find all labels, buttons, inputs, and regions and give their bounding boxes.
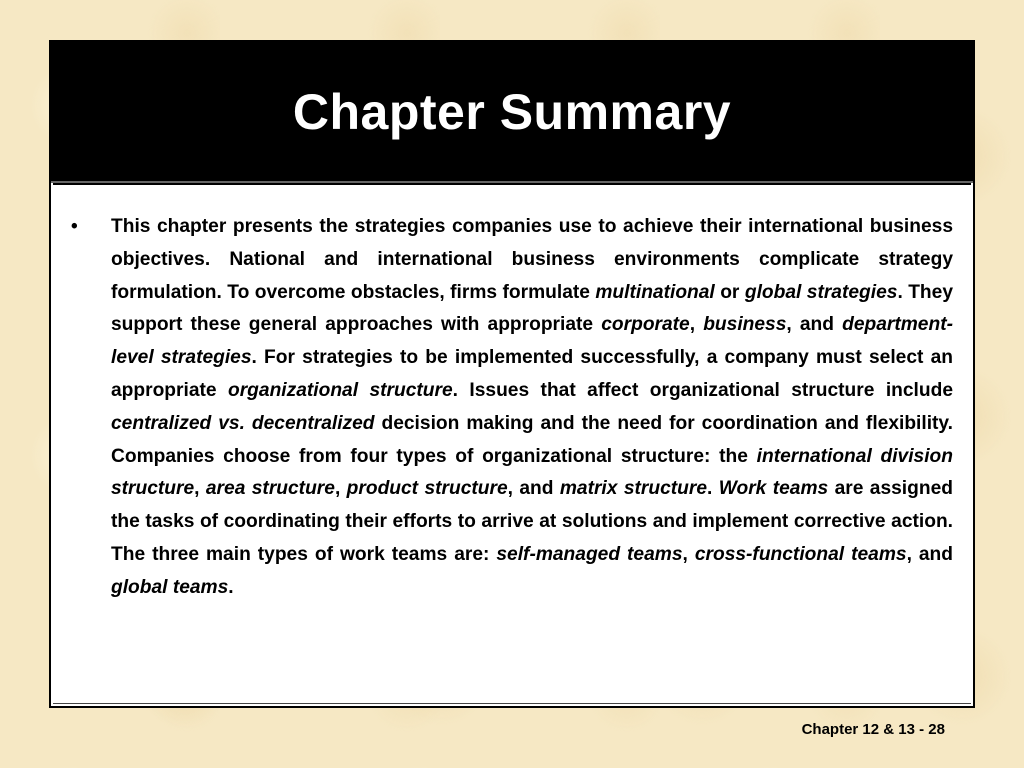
emphasis-term: multinational xyxy=(595,281,715,303)
slide-frame xyxy=(49,40,975,708)
slide-footer: Chapter 12 & 13 - 28 xyxy=(801,721,945,738)
emphasis-term: area structure xyxy=(205,478,335,500)
slide-title: Chapter Summary xyxy=(292,83,732,140)
bullet-marker: • xyxy=(71,216,78,237)
emphasis-term: Work teams xyxy=(718,478,829,500)
emphasis-term: organizational structure xyxy=(227,379,453,401)
summary-paragraph xyxy=(111,211,953,605)
emphasis-term: matrix structure xyxy=(559,478,707,500)
paragraph-text: , xyxy=(194,478,206,500)
emphasis-term: business xyxy=(703,314,787,336)
paragraph-text: or xyxy=(714,281,745,303)
paragraph-text: , xyxy=(689,314,704,336)
emphasis-term: self-managed teams xyxy=(496,543,683,565)
emphasis-term: global teams xyxy=(111,576,229,598)
title-bar xyxy=(51,42,973,183)
paragraph-text: . They support these general approaches with appropriate xyxy=(111,281,953,336)
paragraph-text: . For strategies to be implemented successfully, a company must select an appropriate xyxy=(111,347,953,401)
paragraph-text: , and xyxy=(786,314,843,336)
bullet-item xyxy=(71,211,953,605)
paragraph-text: . xyxy=(228,576,234,598)
emphasis-term: corporate xyxy=(601,314,690,336)
emphasis-term: product structure xyxy=(346,478,508,500)
emphasis-term: centralized vs. decentralized xyxy=(111,412,375,434)
paragraph-text: , and xyxy=(906,543,953,565)
paragraph-text: This chapter presents the strategies companies use to achieve their international business objectives. National and international business environments complicate strategy formulation. To overcome obstacles, firms formulate xyxy=(111,216,953,303)
emphasis-term: global strategies xyxy=(744,281,898,303)
paragraph-text: decision making and the need for coordination and flexibility. Companies choose from four types of organizational structure: the xyxy=(111,412,953,467)
paragraph-text: . xyxy=(707,478,719,500)
content-area xyxy=(53,183,971,704)
paragraph-text: are assigned the tasks of coordinating their efforts to arrive at solutions and implement corrective action. The three main types of work teams are: xyxy=(111,478,953,565)
paragraph-text: , xyxy=(682,543,695,565)
paragraph-text: , xyxy=(334,478,347,500)
paragraph-text: . Issues that affect organizational structure include xyxy=(452,379,953,401)
emphasis-term: international division structure xyxy=(111,445,953,500)
emphasis-term: cross-functional teams xyxy=(694,543,907,565)
emphasis-term: department-level strategies xyxy=(111,314,953,369)
paragraph-text: , and xyxy=(507,478,560,500)
